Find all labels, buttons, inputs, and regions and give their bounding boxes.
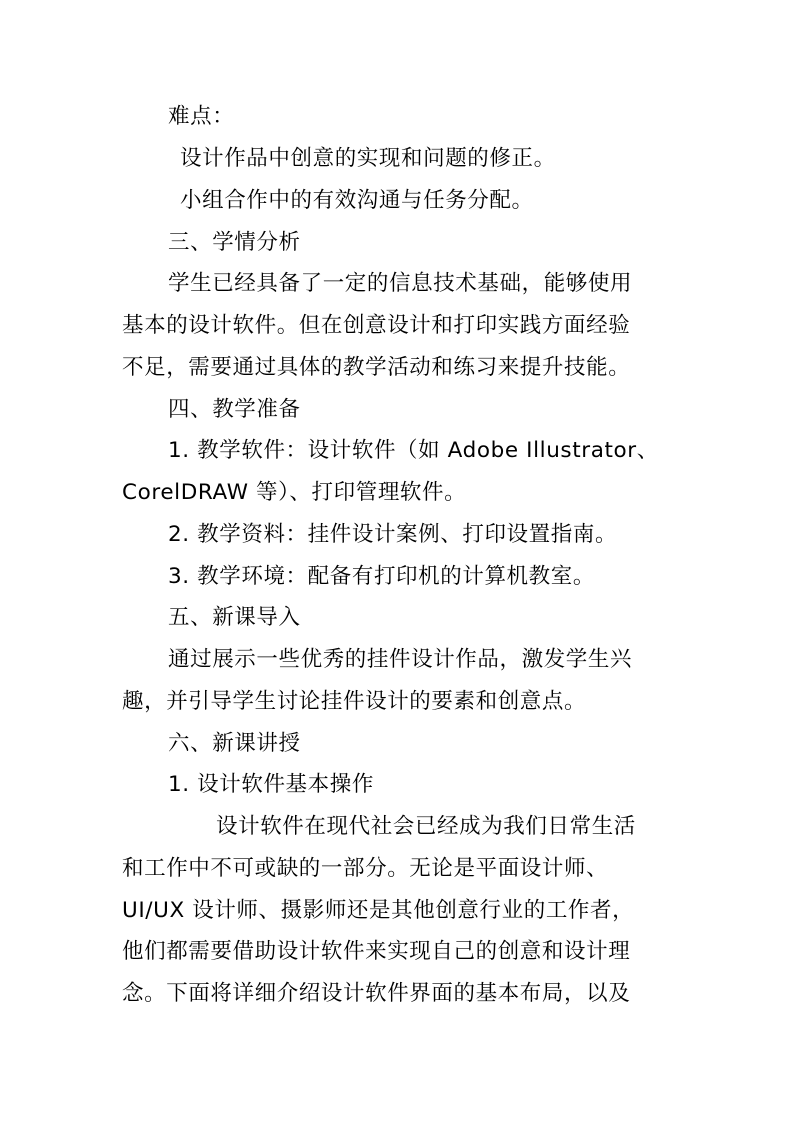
section-heading-lesson-introduction: 五、新课导入 bbox=[168, 605, 301, 630]
paragraph-line: 不足，需要通过具体的教学活动和练习来提升技能。 bbox=[122, 355, 631, 380]
section-heading-teaching-preparation: 四、教学准备 bbox=[168, 397, 301, 422]
paragraph-line: 念。下面将详细介绍设计软件界面的基本布局，以及 bbox=[122, 981, 631, 1006]
list-item: 3. 教学环境：配备有打印机的计算机教室。 bbox=[168, 564, 595, 589]
paragraph-line: 趣，并引导学生讨论挂件设计的要素和创意点。 bbox=[122, 689, 587, 714]
difficulty-item-1: 设计作品中创意的实现和问题的修正。 bbox=[180, 146, 556, 171]
heading-difficulties: 难点： bbox=[168, 104, 235, 129]
section-heading-learning-analysis: 三、学情分析 bbox=[168, 230, 301, 255]
difficulty-item-2: 小组合作中的有效沟通与任务分配。 bbox=[180, 188, 534, 213]
section-heading-new-lesson: 六、新课讲授 bbox=[168, 731, 301, 756]
paragraph-line: 设计软件在现代社会已经成为我们日常生活 bbox=[216, 814, 636, 839]
paragraph-line: 和工作中不可或缺的一部分。无论是平面设计师、 bbox=[122, 856, 609, 881]
paragraph-line: 基本的设计软件。但在创意设计和打印实践方面经验 bbox=[122, 313, 631, 338]
paragraph-line: UI/UX 设计师、摄影师还是其他创意行业的工作者， bbox=[122, 898, 635, 923]
paragraph-line: 学生已经具备了一定的信息技术基础，能够使用 bbox=[168, 271, 633, 296]
list-item: 2. 教学资料：挂件设计案例、打印设置指南。 bbox=[168, 522, 618, 547]
list-item: 1. 教学软件：设计软件（如 Adobe Illustrator、 bbox=[168, 438, 659, 463]
subsection-heading: 1. 设计软件基本操作 bbox=[168, 772, 374, 797]
list-item-continuation: CorelDRAW 等）、打印管理软件。 bbox=[122, 480, 467, 505]
paragraph-line: 通过展示一些优秀的挂件设计作品，激发学生兴 bbox=[168, 647, 633, 672]
paragraph-line: 他们都需要借助设计软件来实现自己的创意和设计理 bbox=[122, 939, 631, 964]
